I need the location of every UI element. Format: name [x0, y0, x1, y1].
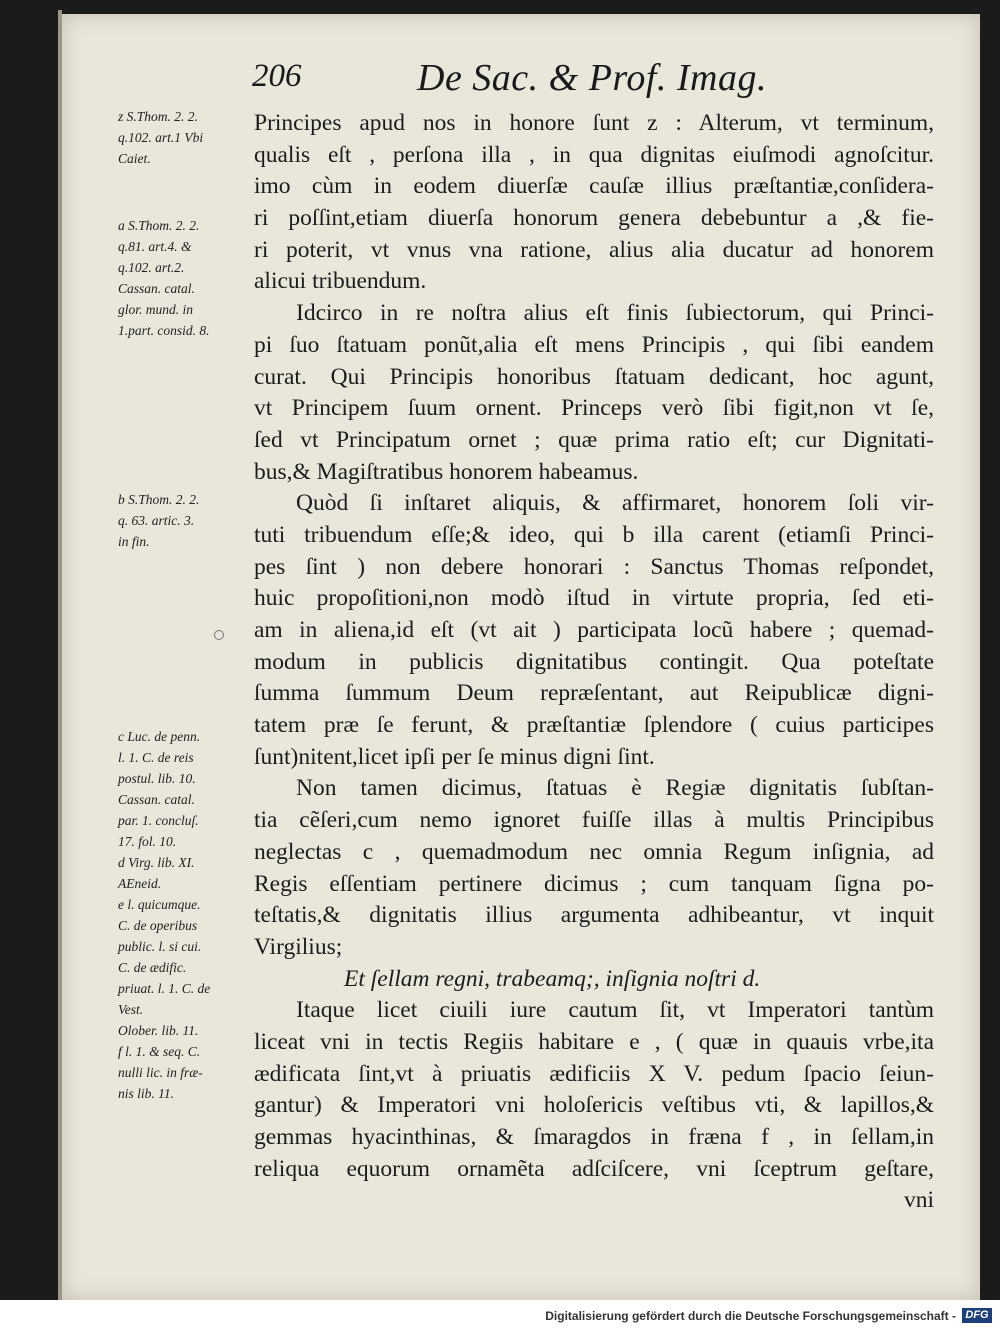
margin-note-a: a S.Thom. 2. 2. q.81. art.4. & q.102. art.2. Cassan. catal. glor. mund. in 1.part. consid. 8.	[118, 218, 210, 338]
text-line: gemmas hyacinthinas, & ſmaragdos in fræna f , in ſellam,in	[254, 1124, 934, 1150]
text-line: bus,& Magiſtratibus honorem habeamus.	[254, 458, 639, 485]
text-line: huic propoſitioni,non modò iſtud in virtute propria, ſed eti-	[254, 585, 934, 612]
dfg-logo: DFG	[962, 1308, 992, 1323]
footer-bar	[0, 1300, 1000, 1332]
margin-note-z: z S.Thom. 2. 2. q.102. art.1 Vbi Caiet.	[118, 109, 204, 166]
text-line: am in aliena,id eſt (vt ait ) participata locũ habere ; quemad-	[254, 617, 934, 643]
text-line: reliqua equorum ornamẽta adſciſcere, vni ſceptrum geſtare,	[254, 1155, 934, 1182]
text-line: ſed vt Principatum ornet ; quæ prima ratio eſt; cur Dignitati-	[254, 426, 934, 453]
text-line: Non tamen dicimus, ſtatuas è Regiæ dignitatis ſubſtan-	[296, 775, 934, 802]
page-number: 206	[252, 58, 302, 94]
margin-notes	[118, 106, 260, 1104]
text-line: Idcirco in re noſtra alius eſt finis ſubiectorum, qui Princi-	[296, 300, 934, 327]
text-line: pes ſint ) non debere honorari : Sanctus Thomas reſpondet,	[254, 553, 934, 580]
text-line: Itaque licet ciuili iure cautum ſit, vt Imperatori tantùm	[296, 997, 934, 1024]
text-line: Virgilius;	[254, 933, 343, 960]
text-line: ri poſſint,etiam diuerſa honorum genera debebuntur a ,& fie-	[254, 205, 934, 232]
text-line: ædificata ſint,vt à priuatis ædificiis X V. pedum ſpacio ſeiun-	[254, 1060, 934, 1087]
text-line: alicui tribuendum.	[254, 268, 427, 295]
running-title: De Sac. & Prof. Imag.	[417, 57, 767, 99]
text-line: Quòd ſi inſtaret aliquis, & affirmaret, honorem ſoli vir-	[296, 490, 934, 517]
text-line: vt Principem ſuum ornent. Princeps verò ſibi figit,non vt ſe,	[254, 395, 934, 422]
text-line: teſtatis,& dignitatis illius argumenta adhibeantur, vt inquit	[254, 902, 934, 929]
text-line: imo cùm in eodem diuerſæ cauſæ illius præſtantiæ,conſidera-	[254, 173, 934, 200]
margin-note-c-f: c Luc. de penn. l. 1. C. de reis postul. lib. 10. Cassan. catal. par. 1. concluſ. 17. fol. 10. d Virg. lib. XI. AEneid. e l. quicumque. C. de operibus public. l. si cui. C. de ædific. priuat. l. 1. C. de Vest. Olober. lib. 11. f l. 1. & seq. C. nulli lic. in fræ- nis lib. 11.	[118, 729, 211, 1101]
text-line: modum in publicis dignitatibus contingit. Qua poteſtate	[254, 648, 934, 675]
margin-note-b: b S.Thom. 2. 2. q. 63. artic. 3. in fin.	[118, 492, 200, 549]
verse-line: Et ſellam regni, trabeamq;, inſignia noſtri d.	[344, 965, 761, 992]
ink-mark	[214, 630, 224, 640]
text-line: qualis eſt , perſona illa , in qua dignitas eiuſmodi agnoſcitur.	[254, 141, 934, 168]
text-line: pi ſuo ſtatuam ponũt,alia eſt mens Principis , qui ſibi eandem	[254, 331, 934, 358]
body-text	[254, 108, 934, 1217]
funding-note: Digitalisierung gefördert durch die Deutsche Forschungsgemeinschaft -	[545, 1309, 956, 1323]
text-line: ſumma ſummum Deum repræſentant, aut Reipublicæ digni-	[254, 680, 934, 707]
text-line: tatem præ ſe ferunt, & præſtantiæ ſplendore ( cuius participes	[254, 712, 934, 739]
text-line: tia cẽſeri,cum nemo ignoret fuiſſe illas à multis Principibus	[254, 807, 934, 834]
book-page	[62, 14, 980, 1300]
catchword: vni	[903, 1187, 934, 1214]
page-header	[62, 52, 980, 108]
text-line: Regis eſſentiam pertinere dicimus ; cum tanquam ſigna po-	[254, 870, 934, 897]
text-line: ſunt)nitent,licet ipſi per ſe minus digni ſint.	[254, 743, 655, 770]
text-line: tuti tribuendum eſſe;& ideo, qui b illa carent (etiamſi Princi-	[254, 521, 934, 548]
text-line: ri poterit, vt vnus vna ratione, alius alia ducatur ad honorem	[254, 236, 934, 263]
text-line: gantur) & Imperatori vni holoſericis veſtibus vti, & lapillos,&	[254, 1092, 934, 1119]
text-line: liceat vni in tectis Regiis habitare e , ( quæ in quauis vrbe,ita	[254, 1028, 934, 1055]
text-line: curat. Qui Principis honoribus ſtatuam dedicant, hoc agunt,	[254, 363, 934, 390]
text-line: Principes apud nos in honore ſunt z : Alterum, vt terminum,	[254, 110, 934, 136]
text-line: neglectas c , quemadmodum nec omnia Regum inſignia, ad	[254, 838, 934, 865]
